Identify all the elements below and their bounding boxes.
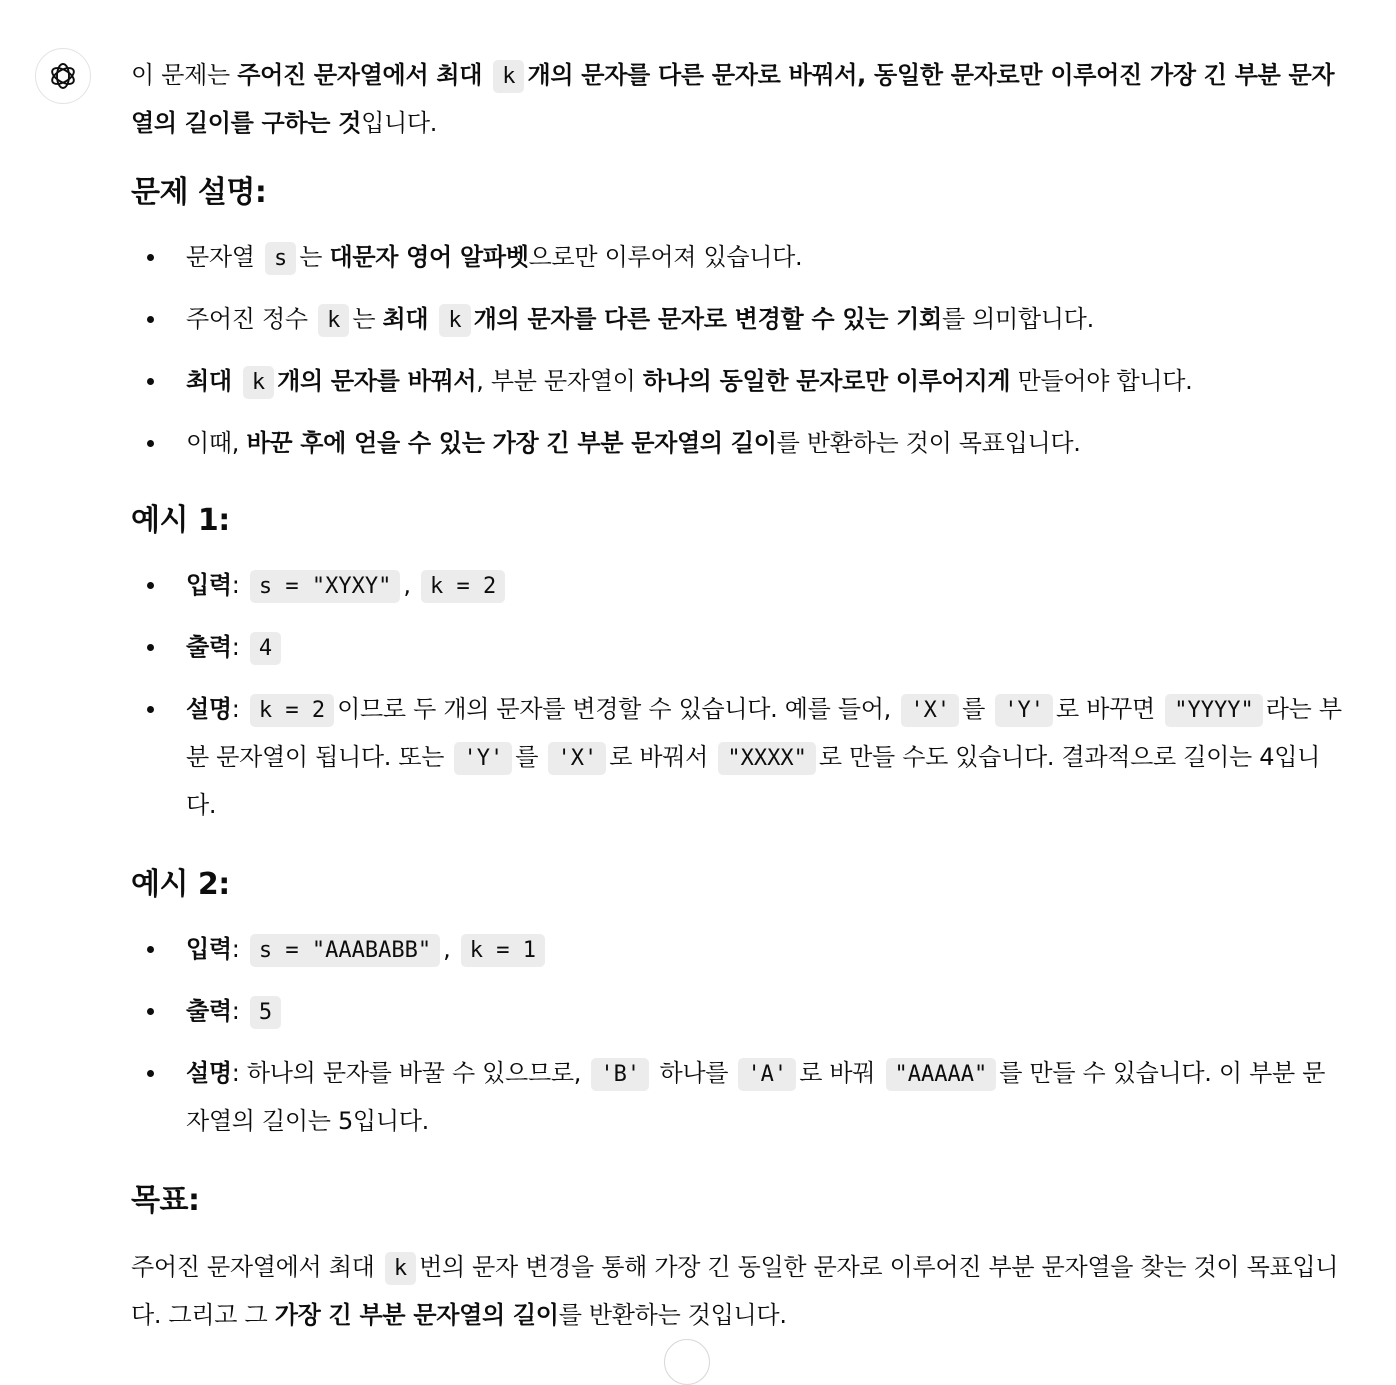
list-item-output (131, 624, 1346, 672)
inline-code: 'Y' (454, 742, 512, 775)
text: 번의 문자 변경을 통해 가장 긴 동일한 문자로 이루어진 부분 문자열을 찾는 것이 목표입니다. 그리고 그 (131, 1253, 1339, 1329)
inline-code: k (318, 304, 349, 337)
bold-text: 개의 문자를 바꿔서 (277, 367, 477, 395)
text: 로 바꿔서 (609, 743, 716, 771)
comma: , (443, 935, 458, 963)
text: 를 만들 수 있습니다. 이 부분 문자열의 길이는 5입니다. (186, 1059, 1326, 1135)
label-output: 출력 (186, 633, 232, 661)
text: 는 (299, 243, 330, 271)
colon: : (231, 997, 247, 1025)
openai-logo-icon (47, 60, 79, 92)
intro-text: 이 문제는 (131, 61, 238, 89)
inline-code: s (265, 242, 296, 275)
text: 라는 부분 문자열이 됩니다. 또는 (186, 695, 1342, 771)
list-item-explanation (131, 1050, 1346, 1144)
bold-text: 가장 긴 부분 문자열의 길이 (274, 1301, 559, 1329)
text: 를 반환하는 것이 목표입니다. (776, 429, 1081, 457)
text: 를 반환하는 것입니다. (558, 1301, 787, 1329)
inline-code: k (439, 304, 470, 337)
section-heading-problem: 문제 설명: (131, 175, 267, 210)
inline-code: s = "AAABABB" (250, 934, 440, 967)
text: 이므로 두 개의 문자를 변경할 수 있습니다. 예를 들어, (337, 695, 899, 723)
text: 를 (962, 695, 993, 723)
bold-text: 최대 (382, 305, 437, 333)
text: 하나를 (652, 1059, 736, 1087)
list-item (131, 420, 1346, 466)
colon: : (231, 633, 247, 661)
list-item-explanation (131, 686, 1346, 828)
inline-code: 'A' (738, 1058, 796, 1091)
text: 으로만 이루어져 있습니다. (528, 243, 803, 271)
label-explanation: 설명 (186, 695, 232, 723)
list-item (131, 358, 1346, 406)
comma: , (403, 571, 419, 599)
text: , 부분 문자열이 (476, 367, 643, 395)
colon: : (231, 1059, 247, 1087)
colon: : (231, 935, 247, 963)
inline-code: k (385, 1252, 416, 1285)
inline-code: 5 (250, 996, 281, 1029)
text: 문자열 (186, 243, 262, 271)
assistant-message (131, 52, 1346, 1338)
list-item (131, 234, 1346, 282)
text: 주어진 정수 (186, 305, 316, 333)
colon: : (231, 695, 247, 723)
inline-code: k (243, 366, 274, 399)
inline-code: s = "XYXY" (250, 570, 400, 603)
text: 는 (352, 305, 383, 333)
label-output: 출력 (186, 997, 232, 1025)
list-item (131, 296, 1346, 344)
text: 주어진 문자열에서 최대 (131, 1253, 382, 1281)
bold-text: 대문자 영어 알파벳 (329, 243, 529, 271)
intro-paragraph (131, 52, 1346, 146)
inline-code: 4 (250, 632, 281, 665)
list-item-input (131, 562, 1346, 610)
text: 만들어야 합니다. (1010, 367, 1193, 395)
list-item-output (131, 988, 1346, 1036)
inline-code: "YYYY" (1165, 694, 1262, 727)
bold-text: 최대 (186, 367, 240, 395)
inline-code: k = 1 (461, 934, 545, 967)
inline-code: 'Y' (995, 694, 1053, 727)
bold-text: 개의 문자를 다른 문자로 변경할 수 있는 기회 (473, 305, 942, 333)
section-heading-example-1: 예시 1: (131, 503, 230, 538)
inline-code: k = 2 (250, 694, 334, 727)
text: 이때, (186, 429, 247, 457)
problem-list (131, 234, 1346, 466)
text: 로 만들 수도 있습니다. 결과적으로 길이는 4입니다. (186, 743, 1320, 819)
label-input: 입력 (186, 571, 232, 599)
list-item-input (131, 926, 1346, 974)
text: 로 바꿔 (799, 1059, 883, 1087)
text: 하나의 문자를 바꿀 수 있으므로, (246, 1059, 589, 1087)
bold-text: 하나의 동일한 문자로만 이루어지게 (642, 367, 1011, 395)
section-heading-goal: 목표: (131, 1183, 200, 1218)
label-input: 입력 (186, 935, 232, 963)
section-heading-example-2: 예시 2: (131, 867, 230, 902)
text: 를 (515, 743, 546, 771)
assistant-avatar (35, 48, 91, 104)
inline-code: k = 2 (421, 570, 505, 603)
inline-code: k (493, 60, 524, 93)
inline-code: "AAAAA" (886, 1058, 997, 1091)
intro-bold: 주어진 문자열에서 최대 (237, 61, 491, 89)
colon: : (231, 571, 247, 599)
intro-text: 입니다. (361, 109, 438, 137)
text: 를 의미합니다. (941, 305, 1094, 333)
intro-bold: 개의 문자를 다른 문자로 바꿔서, 동일한 문자로만 이루어진 가장 긴 부분 문자열의 길이를 구하는 것 (131, 61, 1335, 137)
text: 로 바꾸면 (1056, 695, 1163, 723)
bold-text: 바꾼 후에 얻을 수 있는 가장 긴 부분 문자열의 길이 (246, 429, 777, 457)
example-2-list (131, 926, 1346, 1144)
label-explanation: 설명 (186, 1059, 232, 1087)
example-1-list (131, 562, 1346, 828)
inline-code: 'B' (591, 1058, 649, 1091)
inline-code: 'X' (548, 742, 606, 775)
scroll-down-button[interactable] (664, 1339, 710, 1385)
goal-paragraph (131, 1244, 1346, 1338)
inline-code: "XXXX" (718, 742, 815, 775)
inline-code: 'X' (901, 694, 959, 727)
